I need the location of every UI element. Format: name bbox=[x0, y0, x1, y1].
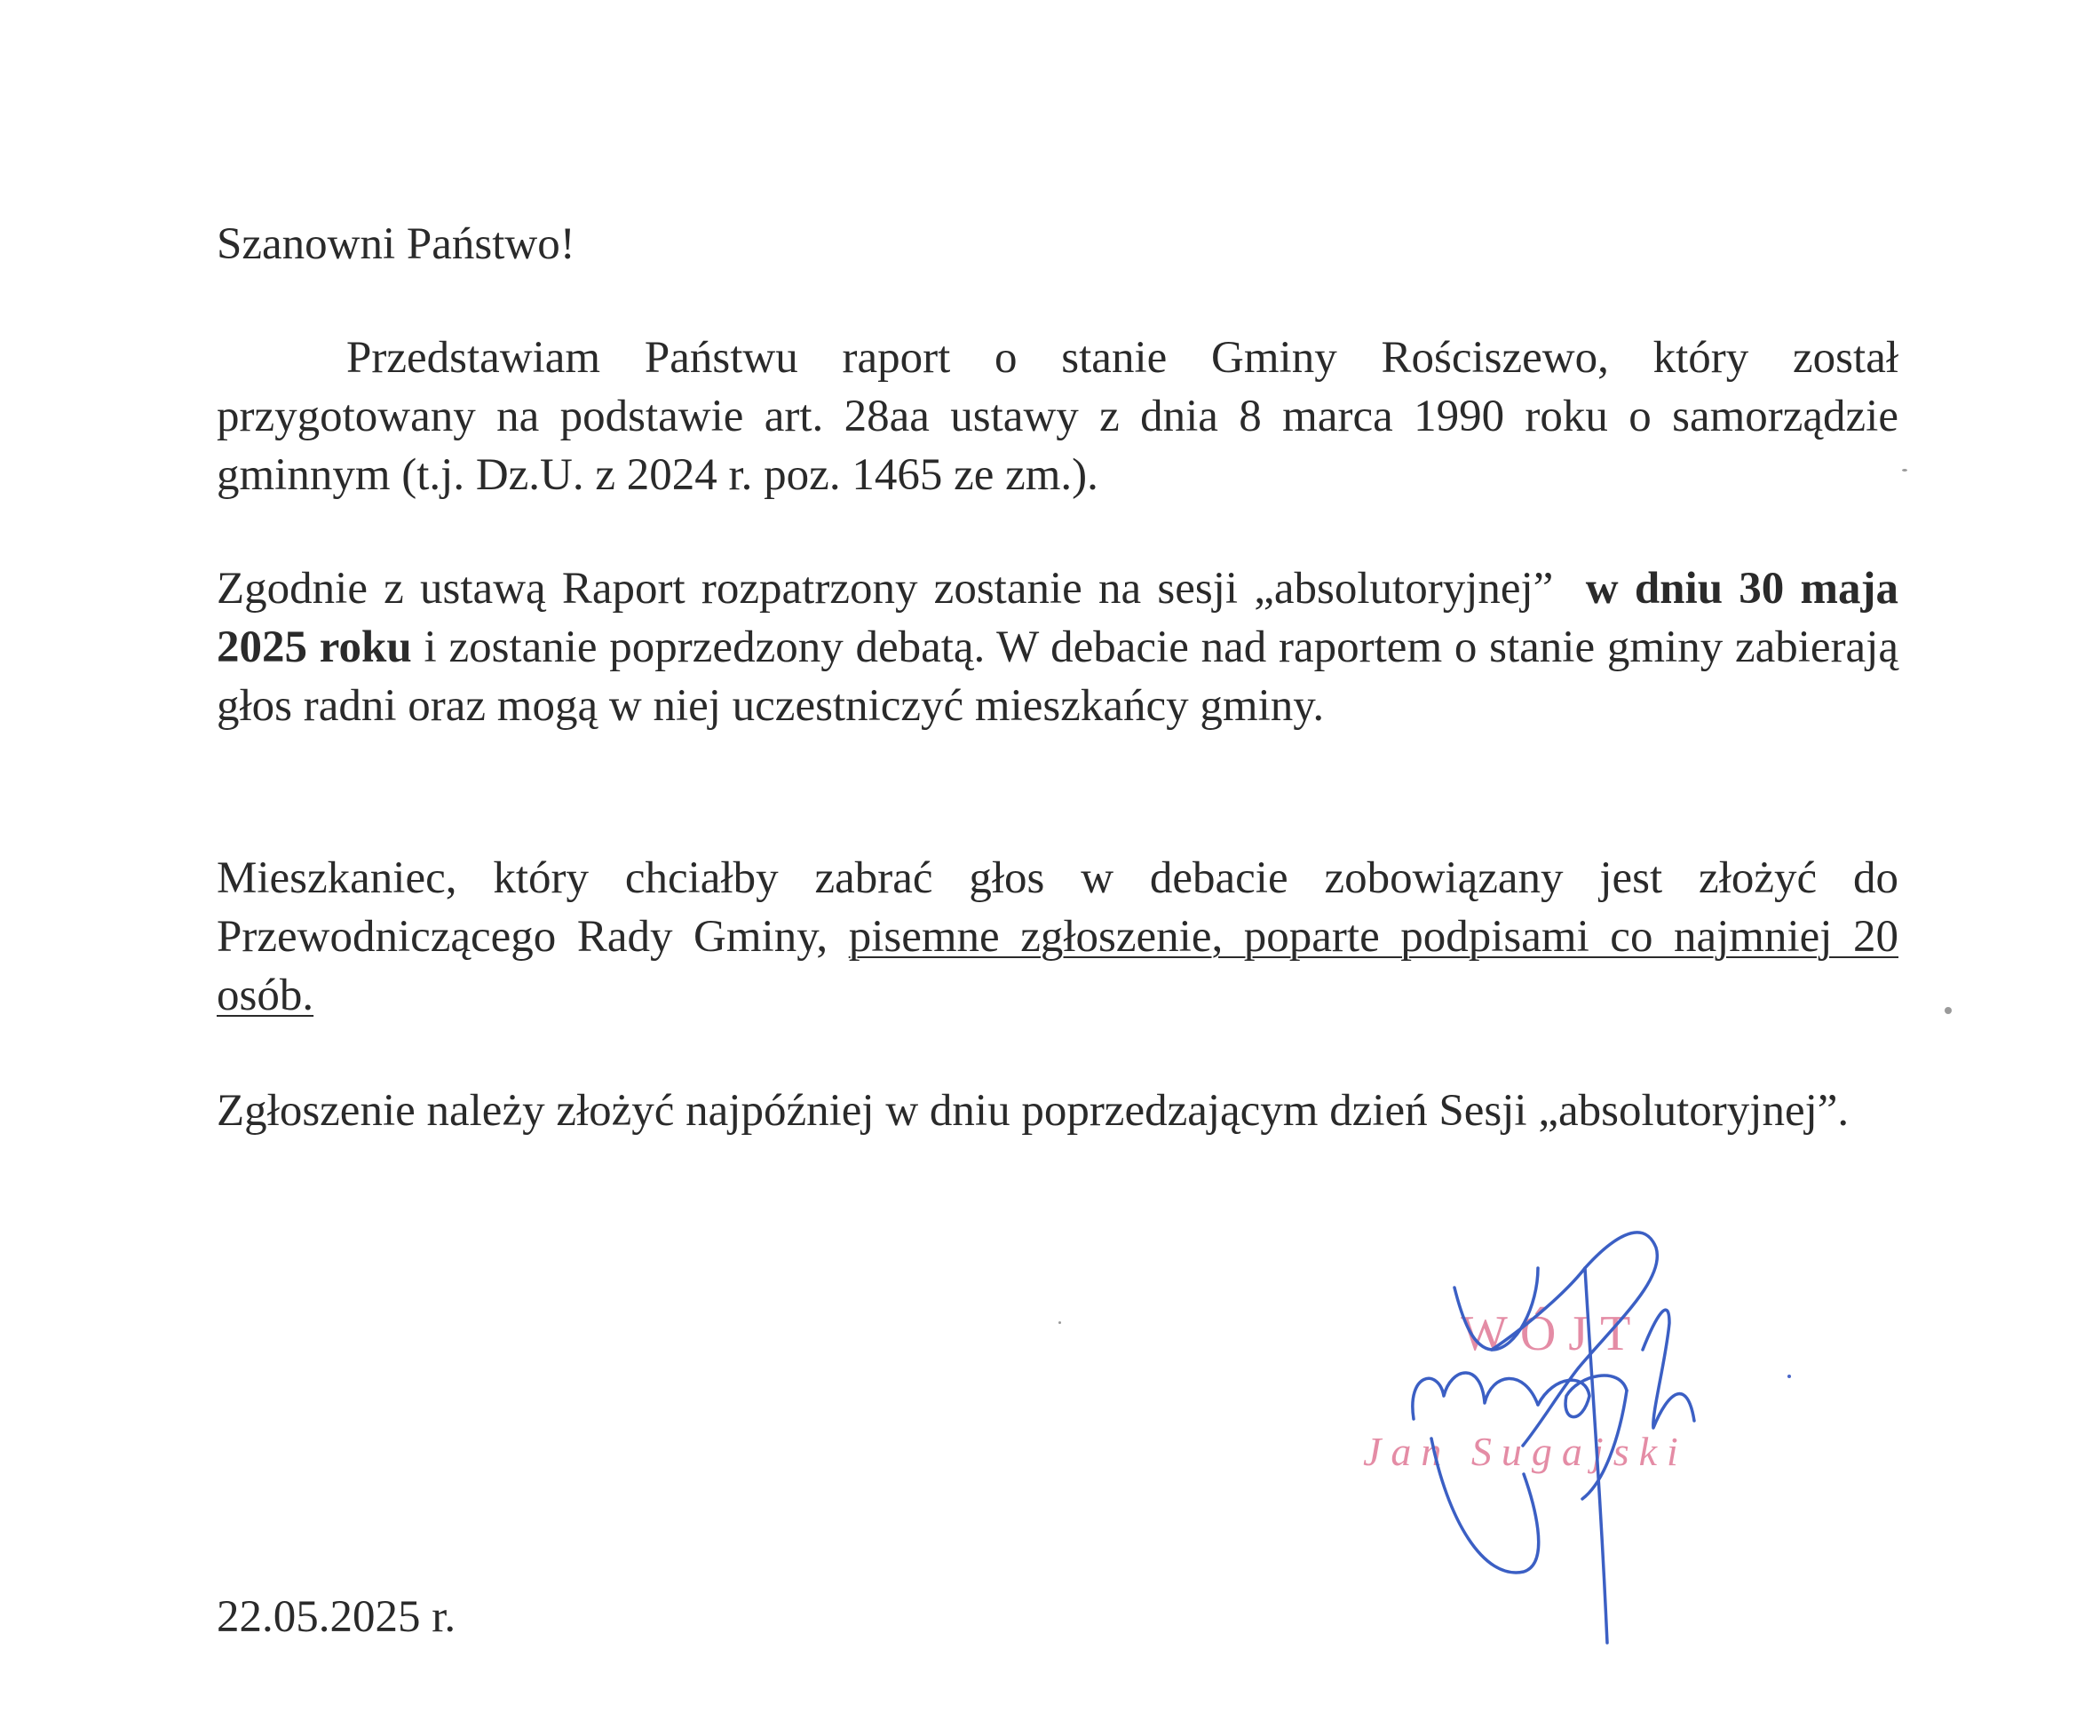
greeting: Szanowni Państwo! bbox=[217, 219, 575, 269]
paragraph-resident-requirement bbox=[217, 849, 1898, 1025]
requirement-underlined: pisemne zgłoszenie, poparte podpisami co najmniej 20 osób. bbox=[217, 912, 1899, 1020]
scan-speck bbox=[1787, 1375, 1791, 1378]
stamp-and-signature bbox=[1350, 1217, 1811, 1661]
paragraph-session-info bbox=[217, 559, 1898, 735]
scan-speck bbox=[1058, 1321, 1061, 1324]
scan-speck bbox=[1945, 1007, 1952, 1014]
paragraph-report-intro: Przedstawiam Państwu raport o stanie Gminy Rościszewo, który został przygotowany na podstawie art. 28aa ustawy z dnia 8 marca 1990 roku o samorządzie gminnym (t.j. Dz.U. z 2024 r. poz. 1465 ze zm.). bbox=[217, 333, 1898, 500]
stamp-title: WÓJT bbox=[1461, 1306, 1644, 1361]
session-text-1: Zgodnie z ustawą Raport rozpatrzony zostanie na sesji „absolutoryjnej” bbox=[217, 564, 1554, 614]
requirement-text: Mieszkaniec, który chciałby zabrać głos w debacie zobowiązany jest złożyć do Przewodniczącego Rady Gminy, bbox=[217, 853, 1898, 962]
scan-speck bbox=[1902, 469, 1907, 472]
official-stamp bbox=[1363, 1305, 1688, 1474]
paragraph-deadline: Zgłoszenie należy złożyć najpóźniej w dniu poprzedzającym dzień Sesji „absolutoryjnej”. bbox=[217, 1086, 1850, 1136]
session-text-2: i zostanie poprzedzony debatą. W debacie nad raportem o stanie gminy zabierają głos radni oraz mogą w niej uczestniczyć mieszkańcy gminy. bbox=[217, 622, 1898, 731]
session-date: w dniu 30 maja 2025 roku bbox=[217, 564, 1898, 672]
stamp-name: Jan Sugajski bbox=[1363, 1429, 1688, 1474]
letter-date: 22.05.2025 r. bbox=[217, 1592, 456, 1642]
